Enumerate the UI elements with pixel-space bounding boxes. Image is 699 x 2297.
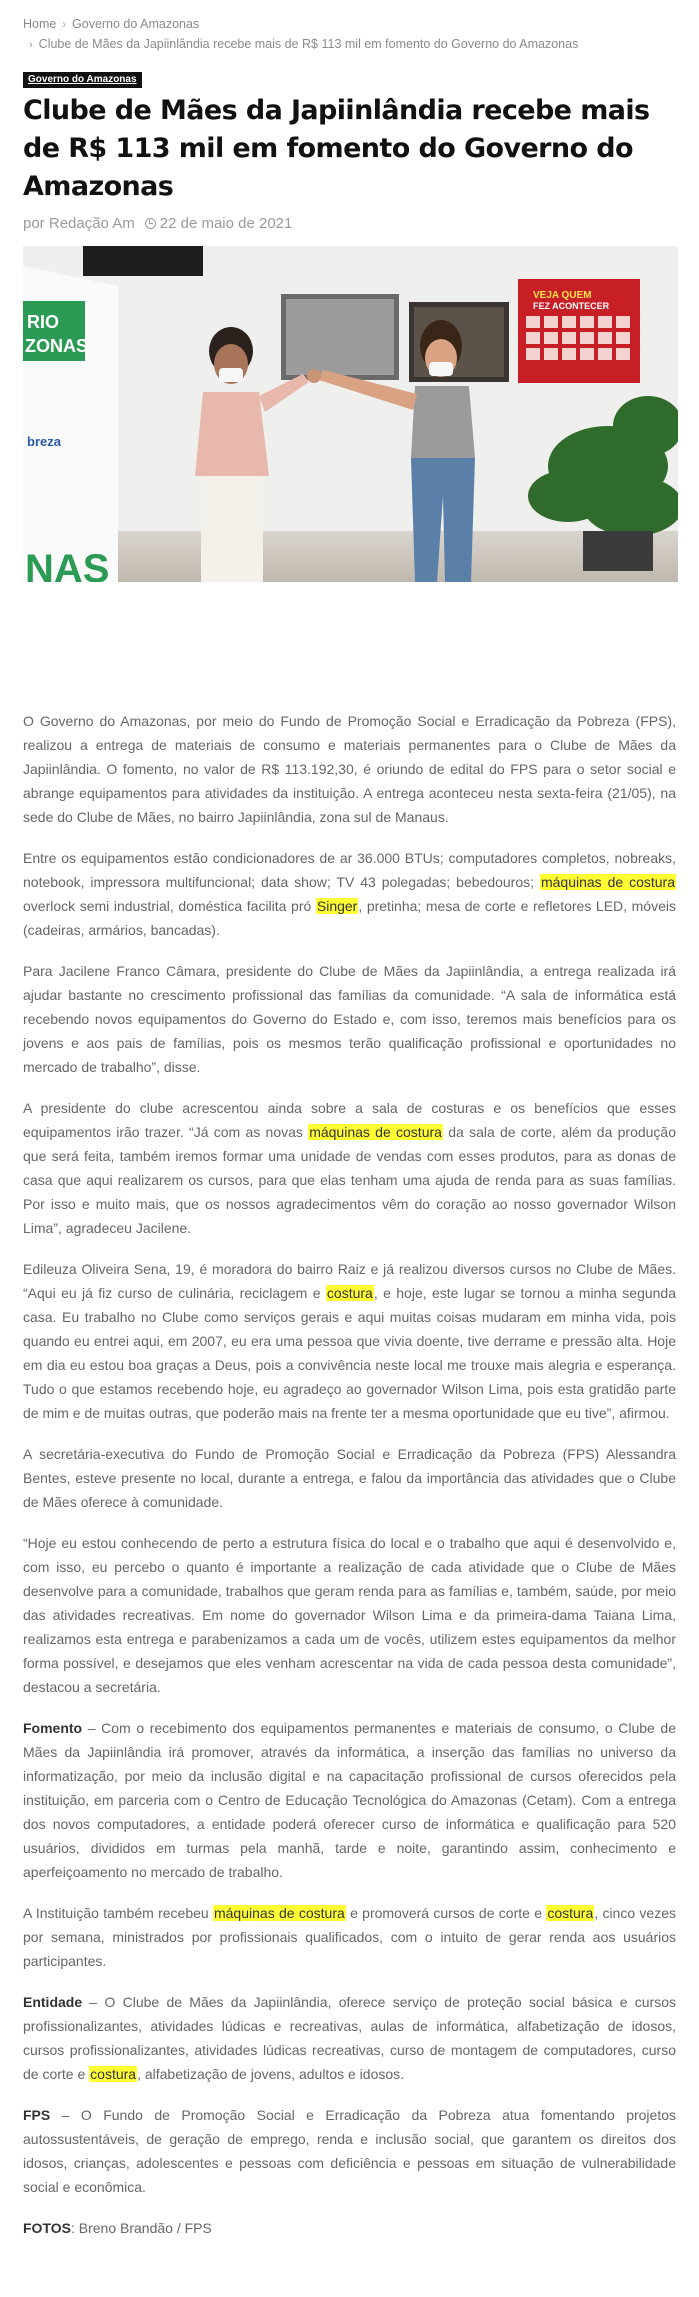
article-paragraph (23, 709, 676, 829)
fist-bump (307, 369, 321, 383)
floor (23, 531, 678, 582)
highlighted-keyword: costura (326, 1285, 373, 1301)
paragraph-text: A presidente do clube acrescentou ainda sobre a sala de costuras e os benefícios que esses equipamentos irão trazer. “Já com as novas (23, 1100, 676, 1140)
highlighted-keyword: costura (547, 1905, 594, 1921)
ad-spacer (23, 582, 676, 709)
clock-icon (145, 218, 156, 229)
author-prefix: por (23, 214, 45, 232)
paragraph-text: overlock semi industrial, doméstica facilita pró (23, 898, 316, 914)
article-paragraph (23, 1901, 676, 1973)
breadcrumb-row-2 (23, 35, 676, 55)
chevron-right-icon: › (29, 39, 33, 51)
banner-text-1: RIO (27, 312, 60, 332)
highlighted-keyword: máquinas de costura (540, 874, 675, 890)
tv-screen (83, 246, 203, 276)
paragraph-text: : Breno Brandão / FPS (70, 2220, 212, 2236)
paragraph-text: e promoverá cursos de corte e (345, 1905, 547, 1921)
red-sign-text-1: VEJA QUEM (533, 290, 592, 301)
paragraph-text: – Com o recebimento dos equipamentos permanentes e materiais de consumo, o Clube de Mães da Japiinlândia irá promover, através da informática, a inserção das famílias no universo da informatização, por meio da inclusão digital e na capacitação profissional de cursos oferecidos pela instituição, em parceria com o Centro de Educação Tecnológica do Amazonas (Cetam). Com a entrega dos novos computadores, a entidade poderá oferecer curso de informática e qualificação para 520 usuários, divididos em turmas pela manhã, tarde e noite, garantindo assim, conhecimento e aperfeiçoamento no mercado de trabalho. (23, 1720, 676, 1880)
chevron-right-icon: › (62, 19, 67, 31)
paragraph-text: , pretinha; mesa de corte e refletores LED, móveis (cadeiras, armários, bancadas). (23, 898, 676, 938)
paragraph-text: , cinco vezes por semana, ministrados por profissionais qualificados, com o intuito de gerar renda aos usuários participantes. (23, 1905, 676, 1969)
paragraph-text: “Hoje eu estou conhecendo de perto a estrutura física do local e o trabalho que aqui é desenvolvido e, com isso, eu percebo o quanto é importante a realização de cada atividade que o Clube de Mães desenvolve para a comunidade, trabalhos que geram renda para as famílias e, também, saúde, por meio das atividades recreativas. Em nome do governador Wilson Lima e da primeira-dama Taiana Lima, realizamos esta entrega e parabenizamos a cada um de vocês, utilizem estes equipamentos da melhor forma possível, e desejamos que eles venham acrescentar na vida de cada pessoa desta comunidade”, destacou a secretária. (23, 1535, 676, 1695)
hero-photo (23, 246, 678, 582)
breadcrumb-home-link[interactable]: Home (23, 17, 57, 31)
article-paragraph (23, 1442, 676, 1514)
article-paragraph (23, 1716, 676, 1884)
article-paragraph (23, 1096, 676, 1240)
paragraph-text: – O Fundo de Promoção Social e Erradicação da Pobreza atua fomentando projetos autossustentáveis, de geração de emprego, renda e inclusão social, que garantem os direitos dos idosos, crianças, adolescentes e pessoas com deficiência e pessoas em situação de vulnerabilidade social e econômica. (23, 2107, 676, 2195)
article-paragraph (23, 2216, 676, 2240)
category-badge[interactable]: Governo do Amazonas (23, 72, 142, 88)
breadcrumb-current: Clube de Mães da Japiinlândia recebe mais de R$ 113 mil em fomento do Governo do Amazonas (38, 37, 579, 51)
paragraph-text: O Governo do Amazonas, por meio do Fundo de Promoção Social e Erradicação da Pobreza (FPS), realizou a entrega de materiais de consumo e materiais permanentes para o Clube de Mães da Japiinlândia. O fomento, no valor de R$ 113.192,30, é oriundo de edital do FPS para o setor social e abrange equipamentos para atividades da instituição. A entrega aconteceu nesta sexta-feira (21/05), na sede do Clube de Mães, no bairro Japiinlândia, zona sul de Manaus. (23, 713, 676, 825)
article-paragraph (23, 846, 676, 942)
banner-text-2: ZONAS (25, 336, 88, 356)
highlighted-keyword: máquinas de costura (213, 1905, 345, 1921)
paragraph-text: , alfabetização de jovens, adultos e idosos. (137, 2066, 405, 2082)
publish-date: 22 de maio de 2021 (159, 214, 293, 232)
article-title: Clube de Mães da Japiinlândia recebe mais de R$ 113 mil em fomento do Governo do Amazonas (23, 95, 650, 202)
paragraph-text: Edileuza Oliveira Sena, 19, é moradora do bairro Raiz e já realizou diversos cursos no Clube de Mães. “Aqui eu já fiz curso de culinária, reciclagem e (23, 1261, 676, 1301)
paragraph-lead: Entidade (23, 1994, 83, 2010)
paragraph-text: da sala de corte, além da produção que será feita, também iremos formar uma unidade de vendas com esses produtos, para as donas de casa que aqui realizarem os cursos, para que elas tenham uma ajuda de renda para as suas famílias. Por isso e muito mais, que os nossos agradecimentos vêm do coração ao nosso governador Wilson Lima”, agradeceu Jacilene. (23, 1124, 677, 1236)
paragraph-lead: FPS (23, 2107, 51, 2123)
article-paragraph (23, 1257, 676, 1425)
paragraph-lead: FOTOS (23, 2220, 71, 2236)
article-meta (23, 212, 676, 234)
plant-pot (583, 531, 653, 571)
banner-text-3: breza (27, 434, 61, 449)
breadcrumb (23, 0, 676, 55)
breadcrumb-category-link[interactable]: Governo do Amazonas (72, 17, 200, 31)
banner-text-4: NAS (25, 547, 110, 582)
paragraph-text: Entre os equipamentos estão condicionadores de ar 36.000 BTUs; computadores completos, nobreaks, notebook, impressora multifuncional; data show; TV 43 polegadas; bebedouros; (23, 850, 676, 890)
plaque-left (286, 299, 394, 375)
highlighted-keyword: Singer (316, 898, 358, 914)
paragraph-text: – O Clube de Mães da Japiinlândia, oferece serviço de proteção social básica e cursos profissionalizantes, atividades lúdicas e recreativas, aulas de informática, alfabetização de idosos, cursos profissionalizantes, atividades lúdicas recreativas, curso de montagem de computadores, curso de corte e (23, 1994, 676, 2082)
highlighted-keyword: máquinas de costura (309, 1124, 442, 1140)
article-paragraph (23, 2103, 676, 2199)
hero-photo-illustration (23, 246, 678, 582)
paragraph-text: A secretária-executiva do Fundo de Promoção Social e Erradicação da Pobreza (FPS) Alessandra Bentes, esteve presente no local, durante a entrega, e falou da importância das atividades que o Clube de Mães oferece à comunidade. (23, 1446, 676, 1510)
article-body (23, 709, 676, 2240)
paragraph-lead: Fomento (23, 1720, 83, 1736)
red-sign-text-2: FEZ ACONTECER (533, 301, 610, 311)
paragraph-text: Para Jacilene Franco Câmara, presidente do Clube de Mães da Japiinlândia, a entrega realizada irá ajudar bastante no crescimento profissional das famílias da comunidade. “A sala de informática está recebendo novos equipamentos do Governo do Estado e, com isso, teremos mais benefícios para os jovens e aos pais de famílias, pois os mesmos terão qualificação profissional e oportunidades no mercado de trabalho”, disse. (23, 963, 676, 1075)
paragraph-text: , e hoje, este lugar se tornou a minha segunda casa. Eu trabalho no Clube como serviços gerais e aqui muitas coisas mudaram em minha vida, pois quando eu entrei aqui, em 2007, eu era uma pessoa que vivia doente, tive derrame e pressão alta. Hoje em dia eu estou boa graças a Deus, pois a convivência neste local me trouxe mais alegria e esperança. Tudo o que estamos recebendo hoje, eu agradeço ao governador Wilson Lima, pois esta gratidão parte de mim e de muitas outras, que poderão mais na frente ter a mesma oportunidade que eu tive”, afirmou. (23, 1285, 677, 1421)
author-link[interactable]: Redação Am (48, 214, 135, 232)
breadcrumb-row (23, 15, 676, 35)
highlighted-keyword: costura (90, 2066, 137, 2082)
article-paragraph (23, 1990, 676, 2086)
article-paragraph (23, 1531, 676, 1699)
article-paragraph (23, 959, 676, 1079)
paragraph-text: A Instituição também recebeu (23, 1905, 213, 1921)
